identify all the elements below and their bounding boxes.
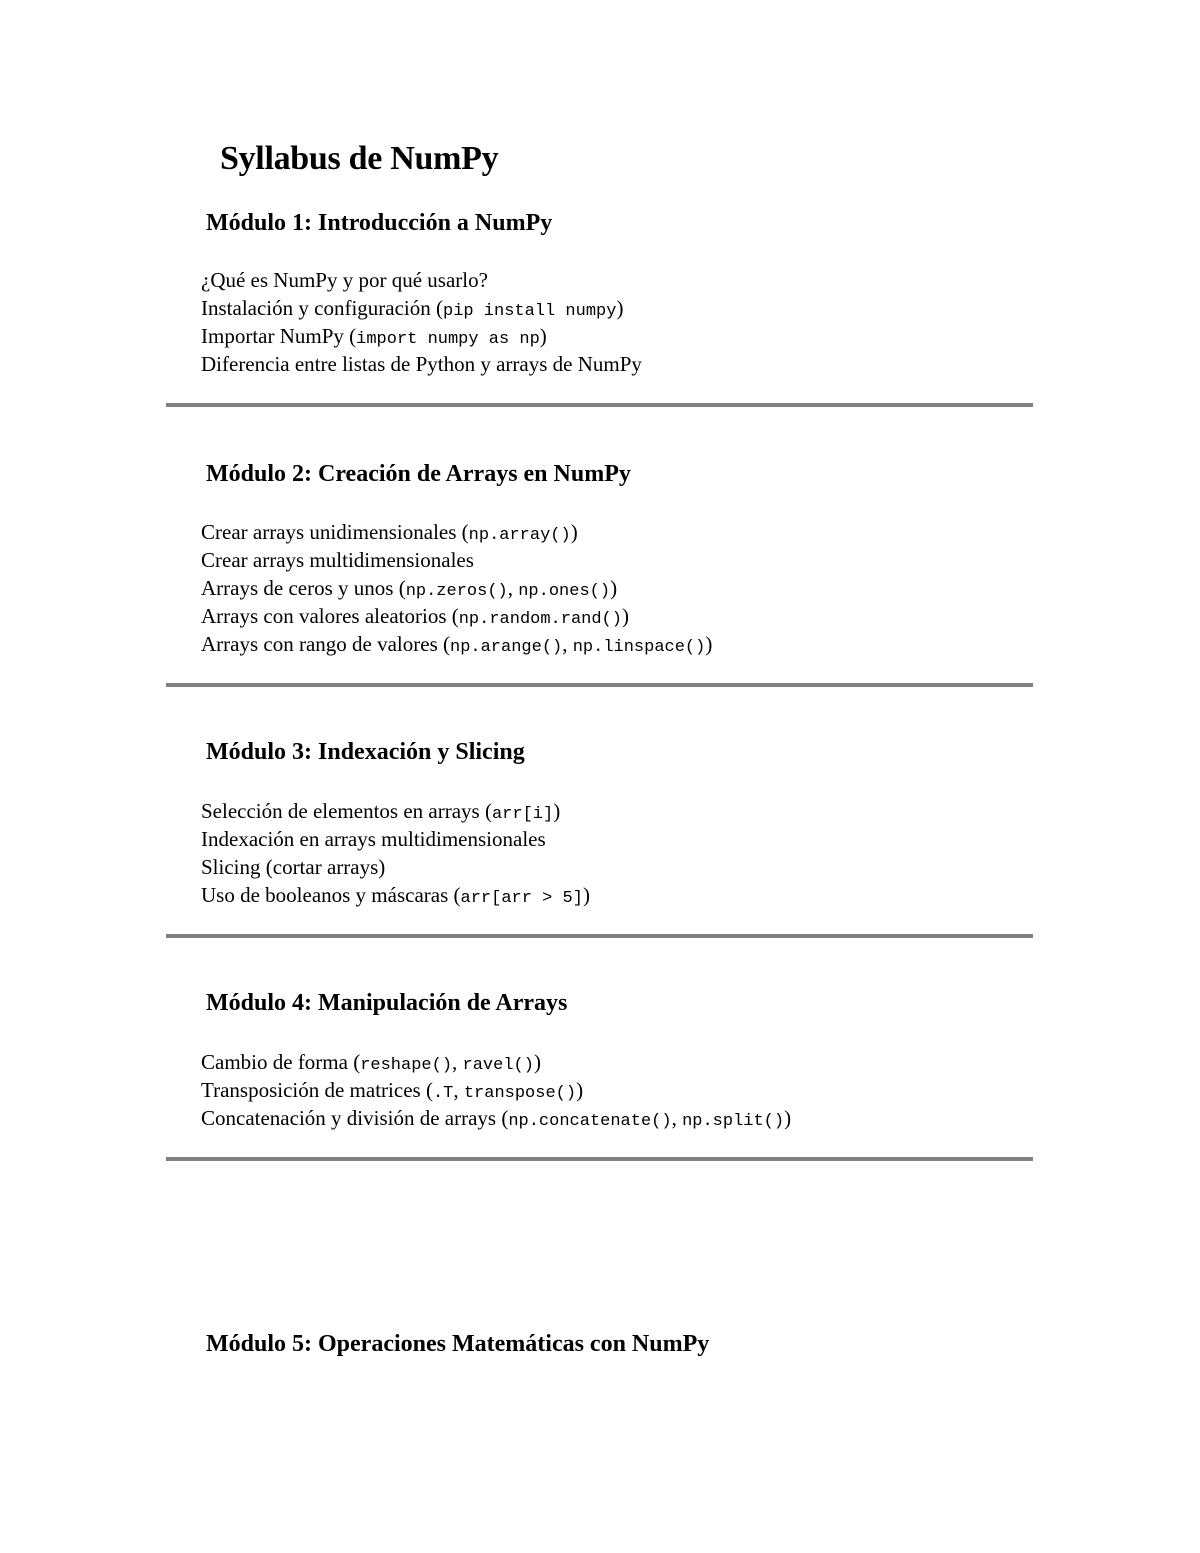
module-2-title: Módulo 2: Creación de Arrays en NumPy xyxy=(206,461,631,487)
code-snippet: ravel() xyxy=(462,1056,534,1075)
section-divider xyxy=(166,1157,1033,1161)
code-snippet: np.split() xyxy=(682,1112,785,1131)
list-item: Arrays con rango de valores (np.arange(), np.linspace()) xyxy=(201,632,713,657)
module-3-title: Módulo 3: Indexación y Slicing xyxy=(206,739,525,765)
section-divider xyxy=(166,934,1033,938)
section-divider xyxy=(166,403,1033,407)
code-snippet: arr[i] xyxy=(491,805,554,824)
code-snippet: np.linspace() xyxy=(572,638,706,657)
list-item: Arrays con valores aleatorios (np.random.rand()) xyxy=(201,604,629,629)
code-snippet: np.array() xyxy=(468,526,571,545)
list-item: Concatenación y división de arrays (np.concatenate(), np.split()) xyxy=(201,1106,792,1131)
module-5-title: Módulo 5: Operaciones Matemáticas con NumPy xyxy=(206,1331,710,1357)
list-item: Transposición de matrices (.T, transpose()) xyxy=(201,1078,584,1103)
list-item: Slicing (cortar arrays) xyxy=(201,855,386,879)
code-snippet: arr[arr > 5] xyxy=(460,889,583,908)
list-item: Crear arrays unidimensionales (np.array()) xyxy=(201,520,578,545)
list-item: Instalación y configuración (pip install numpy) xyxy=(201,296,624,321)
code-snippet: np.ones() xyxy=(518,582,611,601)
module-1-title: Módulo 1: Introducción a NumPy xyxy=(206,210,553,236)
list-item: ¿Qué es NumPy y por qué usarlo? xyxy=(201,268,488,292)
code-snippet: .T xyxy=(432,1084,454,1103)
list-item: Arrays de ceros y unos (np.zeros(), np.ones()) xyxy=(201,576,618,601)
page-title: Syllabus de NumPy xyxy=(220,140,499,177)
section-divider xyxy=(166,683,1033,687)
list-item: Importar NumPy (import numpy as np) xyxy=(201,324,547,349)
list-item: Diferencia entre listas de Python y arrays de NumPy xyxy=(201,352,642,376)
code-snippet: np.random.rand() xyxy=(458,610,622,629)
code-snippet: transpose() xyxy=(463,1084,577,1103)
code-snippet: pip install numpy xyxy=(443,302,617,321)
module-4-title: Módulo 4: Manipulación de Arrays xyxy=(206,990,568,1016)
list-item: Indexación en arrays multidimensionales xyxy=(201,827,546,851)
module-4-items xyxy=(201,1048,791,1132)
list-item: Uso de booleanos y máscaras (arr[arr > 5]) xyxy=(201,883,590,908)
list-item: Cambio de forma (reshape(), ravel()) xyxy=(201,1050,541,1075)
module-3-items xyxy=(201,797,590,909)
code-snippet: import numpy as np xyxy=(356,330,540,349)
code-snippet: np.zeros() xyxy=(405,582,508,601)
list-item: Selección de elementos en arrays (arr[i]) xyxy=(201,799,561,824)
list-item: Crear arrays multidimensionales xyxy=(201,548,474,572)
module-2-items xyxy=(201,518,712,658)
module-1-items xyxy=(201,266,642,378)
code-snippet: np.arange() xyxy=(450,638,563,657)
code-snippet: reshape() xyxy=(360,1056,453,1075)
code-snippet: np.concatenate() xyxy=(508,1112,672,1131)
